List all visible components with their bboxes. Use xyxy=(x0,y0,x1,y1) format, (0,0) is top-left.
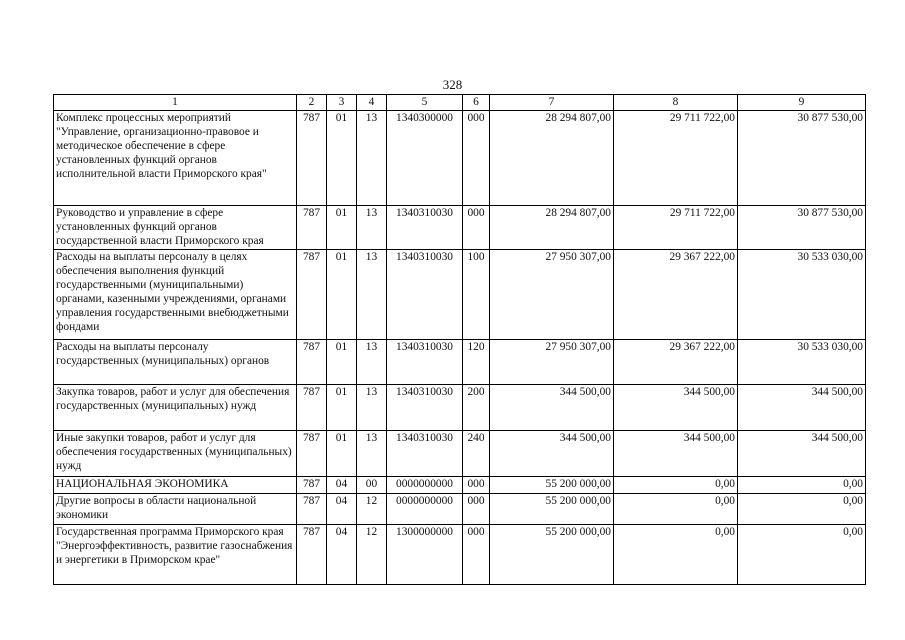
row-subsection-code: 13 xyxy=(357,206,387,250)
table-row xyxy=(54,111,866,206)
row-expense-type: 000 xyxy=(463,206,490,250)
row-target-code: 1340310030 xyxy=(387,431,463,477)
header-cell-9: 9 xyxy=(738,95,866,111)
row-amount-col8: 0,00 xyxy=(614,494,738,525)
table-row xyxy=(54,525,866,585)
row-amount-col7: 55 200 000,00 xyxy=(490,494,614,525)
row-amount-col9: 30 877 530,00 xyxy=(738,206,866,250)
row-subsection-code: 12 xyxy=(357,494,387,525)
row-expense-type: 000 xyxy=(463,525,490,585)
row-ministry-code: 787 xyxy=(297,494,327,525)
row-ministry-code: 787 xyxy=(297,250,327,340)
row-amount-col9: 30 877 530,00 xyxy=(738,111,866,206)
row-amount-col9: 344 500,00 xyxy=(738,431,866,477)
row-section-code: 01 xyxy=(327,111,357,206)
row-amount-col8: 344 500,00 xyxy=(614,385,738,431)
row-amount-col7: 27 950 307,00 xyxy=(490,340,614,385)
row-section-code: 04 xyxy=(327,494,357,525)
row-name: Иные закупки товаров, работ и услуг для обеспечения государственных (муниципальных) нужд xyxy=(54,431,297,477)
header-cell-8: 8 xyxy=(614,95,738,111)
row-ministry-code: 787 xyxy=(297,477,327,494)
row-target-code: 0000000000 xyxy=(387,494,463,525)
header-cell-2: 2 xyxy=(297,95,327,111)
row-section-code: 01 xyxy=(327,340,357,385)
header-cell-6: 6 xyxy=(463,95,490,111)
row-amount-col7: 344 500,00 xyxy=(490,431,614,477)
row-expense-type: 000 xyxy=(463,494,490,525)
row-amount-col9: 0,00 xyxy=(738,525,866,585)
row-amount-col9: 30 533 030,00 xyxy=(738,250,866,340)
row-expense-type: 240 xyxy=(463,431,490,477)
row-expense-type: 000 xyxy=(463,111,490,206)
header-row xyxy=(54,95,866,111)
row-target-code: 1340310030 xyxy=(387,250,463,340)
page-number: 328 xyxy=(442,77,463,92)
row-amount-col9: 344 500,00 xyxy=(738,385,866,431)
row-name: Комплекс процессных мероприятий "Управление, организационно-правовое и методическое обеспечение в сфере установленных функций органов исполнительной власти Приморского края" xyxy=(54,111,297,206)
row-name: Другие вопросы в области национальной экономики xyxy=(54,494,297,525)
row-section-code: 01 xyxy=(327,431,357,477)
row-target-code: 1340300000 xyxy=(387,111,463,206)
row-section-code: 01 xyxy=(327,385,357,431)
row-amount-col7: 27 950 307,00 xyxy=(490,250,614,340)
table-row xyxy=(54,340,866,385)
row-subsection-code: 13 xyxy=(357,431,387,477)
row-subsection-code: 13 xyxy=(357,250,387,340)
row-target-code: 1340310030 xyxy=(387,340,463,385)
row-subsection-code: 12 xyxy=(357,525,387,585)
row-expense-type: 000 xyxy=(463,477,490,494)
row-subsection-code: 13 xyxy=(357,111,387,206)
row-name: Руководство и управление в сфере установленных функций органов государственной власти Приморского края xyxy=(54,206,297,250)
row-amount-col8: 29 711 722,00 xyxy=(614,111,738,206)
row-amount-col8: 29 367 222,00 xyxy=(614,340,738,385)
header-cell-1: 1 xyxy=(54,95,297,111)
row-amount-col8: 344 500,00 xyxy=(614,431,738,477)
row-expense-type: 120 xyxy=(463,340,490,385)
row-name: Государственная программа Приморского края "Энергоэффективность, развитие газоснабжения и энергетики в Приморском крае" xyxy=(54,525,297,585)
header-cell-5: 5 xyxy=(387,95,463,111)
row-subsection-code: 13 xyxy=(357,385,387,431)
row-amount-col7: 344 500,00 xyxy=(490,385,614,431)
row-amount-col9: 0,00 xyxy=(738,477,866,494)
row-section-code: 01 xyxy=(327,206,357,250)
row-name: Расходы на выплаты персоналу государственных (муниципальных) органов xyxy=(54,340,297,385)
row-amount-col7: 28 294 807,00 xyxy=(490,206,614,250)
header-cell-7: 7 xyxy=(490,95,614,111)
row-target-code: 1340310030 xyxy=(387,385,463,431)
row-amount-col9: 30 533 030,00 xyxy=(738,340,866,385)
header-cell-3: 3 xyxy=(327,95,357,111)
row-expense-type: 100 xyxy=(463,250,490,340)
table-row xyxy=(54,206,866,250)
row-ministry-code: 787 xyxy=(297,525,327,585)
table-row xyxy=(54,477,866,494)
table-row xyxy=(54,494,866,525)
row-amount-col9: 0,00 xyxy=(738,494,866,525)
row-amount-col8: 29 367 222,00 xyxy=(614,250,738,340)
row-amount-col7: 55 200 000,00 xyxy=(490,477,614,494)
row-amount-col8: 0,00 xyxy=(614,477,738,494)
table-row xyxy=(54,250,866,340)
table-row xyxy=(54,431,866,477)
header-cell-4: 4 xyxy=(357,95,387,111)
row-subsection-code: 13 xyxy=(357,340,387,385)
row-name: НАЦИОНАЛЬНАЯ ЭКОНОМИКА xyxy=(54,477,297,494)
row-ministry-code: 787 xyxy=(297,340,327,385)
row-section-code: 04 xyxy=(327,525,357,585)
row-ministry-code: 787 xyxy=(297,431,327,477)
row-amount-col8: 0,00 xyxy=(614,525,738,585)
budget-table xyxy=(53,94,866,585)
row-subsection-code: 00 xyxy=(357,477,387,494)
row-section-code: 04 xyxy=(327,477,357,494)
row-target-code: 1300000000 xyxy=(387,525,463,585)
row-amount-col7: 28 294 807,00 xyxy=(490,111,614,206)
row-ministry-code: 787 xyxy=(297,206,327,250)
row-expense-type: 200 xyxy=(463,385,490,431)
row-ministry-code: 787 xyxy=(297,111,327,206)
row-section-code: 01 xyxy=(327,250,357,340)
row-target-code: 1340310030 xyxy=(387,206,463,250)
row-amount-col7: 55 200 000,00 xyxy=(490,525,614,585)
table-row xyxy=(54,385,866,431)
row-name: Закупка товаров, работ и услуг для обеспечения государственных (муниципальных) нужд xyxy=(54,385,297,431)
row-name: Расходы на выплаты персоналу в целях обеспечения выполнения функций государственными (муниципальными) органами, казенными учреждениями, органами управления государственными внебюджетными фондами xyxy=(54,250,297,340)
row-ministry-code: 787 xyxy=(297,385,327,431)
row-amount-col8: 29 711 722,00 xyxy=(614,206,738,250)
row-target-code: 0000000000 xyxy=(387,477,463,494)
